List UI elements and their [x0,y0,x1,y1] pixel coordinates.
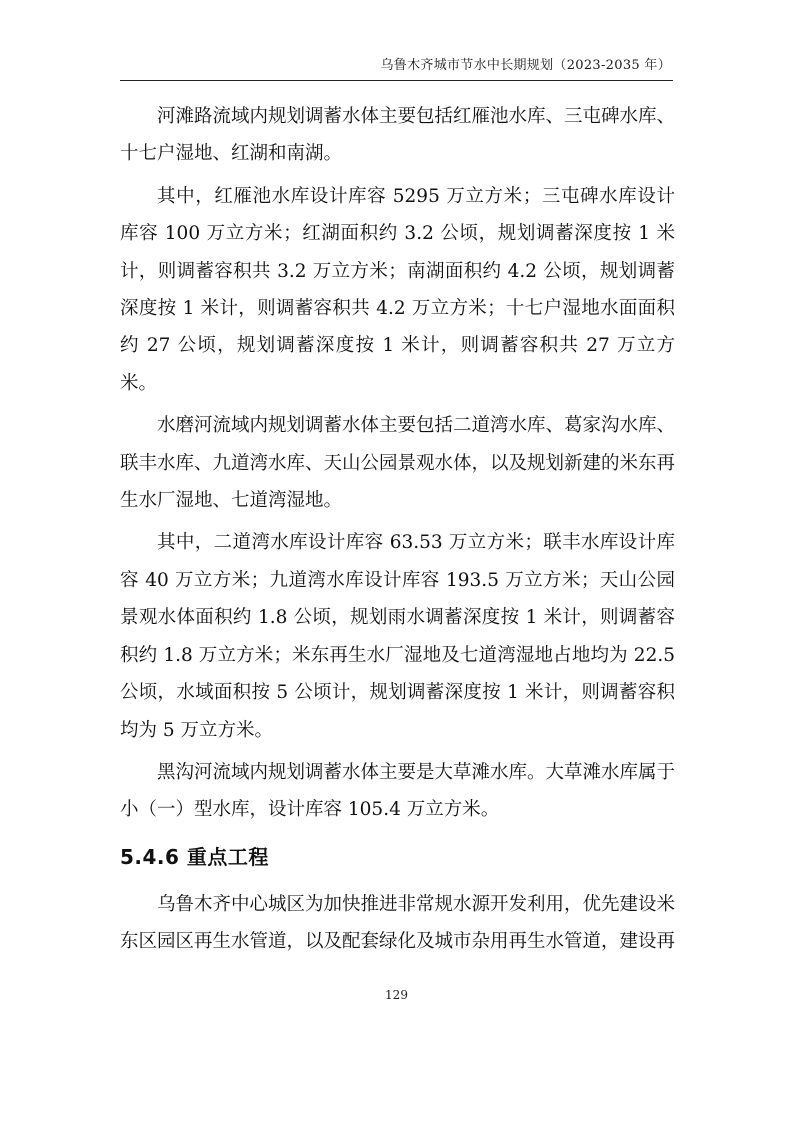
paragraph-hetanlu-reservoirs: 河滩路流域内规划调蓄水体主要包括红雁池水库、三屯碑水库、十七户湿地、红湖和南湖。 [120,106,676,165]
paragraph-key-projects: 乌鲁木齐中心城区为加快推进非常规水源开发利用，优先建设米东区园区再生水管道，以及配套绿化及城市杂用再生水管道，建设再 [120,893,676,953]
page-number: 129 [385,988,408,1002]
header-rule [120,80,673,81]
paragraph-hetanlu-capacities: 其中，红雁池水库设计库容 5295 万立方米；三屯碑水库设计库容 100 万立方米；红湖面积约 3.2 公顷，规划调蓄深度按 1 米计，则调蓄容积共 3.2 万立方米；南湖面积约 4.2 公顷，规划调蓄深度按 1 米计，则调蓄容积共 4.2 万立方米；十七户湿地水面面积约 27 公顷，规划调蓄深度按 1 米计，则调蓄容积共 27 万立方米。 [120,185,675,394]
section-heading: 5.4.6 重点工程 [120,844,269,869]
paragraph-shuimohe-reservoirs: 水磨河流域内规划调蓄水体主要包括二道湾水库、葛家沟水库、联丰水库、九道湾水库、天山公园景观水体，以及规划新建的米东再生水厂湿地、七道湾湿地。 [120,415,676,512]
paragraph-heigouhe-reservoir: 黑沟河流域内规划调蓄水体主要是大草滩水库。大草滩水库属于小（一）型水库，设计库容 105.4 万立方米。 [120,761,676,821]
running-header-title: 乌鲁木齐城市节水中长期规划（2023-2035 年） [380,58,671,73]
document-body [120,98,675,966]
paragraph-shuimohe-capacities: 其中，二道湾水库设计库容 63.53 万立方米；联丰水库设计库容 40 万立方米；九道湾水库设计库容 193.5 万立方米；天山公园景观水体面积约 1.8 公顷，规划雨水调蓄深度按 1 米计，则调蓄容积约 1.8 万立方米；米东再生水厂湿地及七道湾湿地占地均为 22.5 公顷，水域面积按 5 公顷计，规划调蓄深度按 1 米计，则调蓄容积均为 5 万立方米。 [120,532,675,741]
